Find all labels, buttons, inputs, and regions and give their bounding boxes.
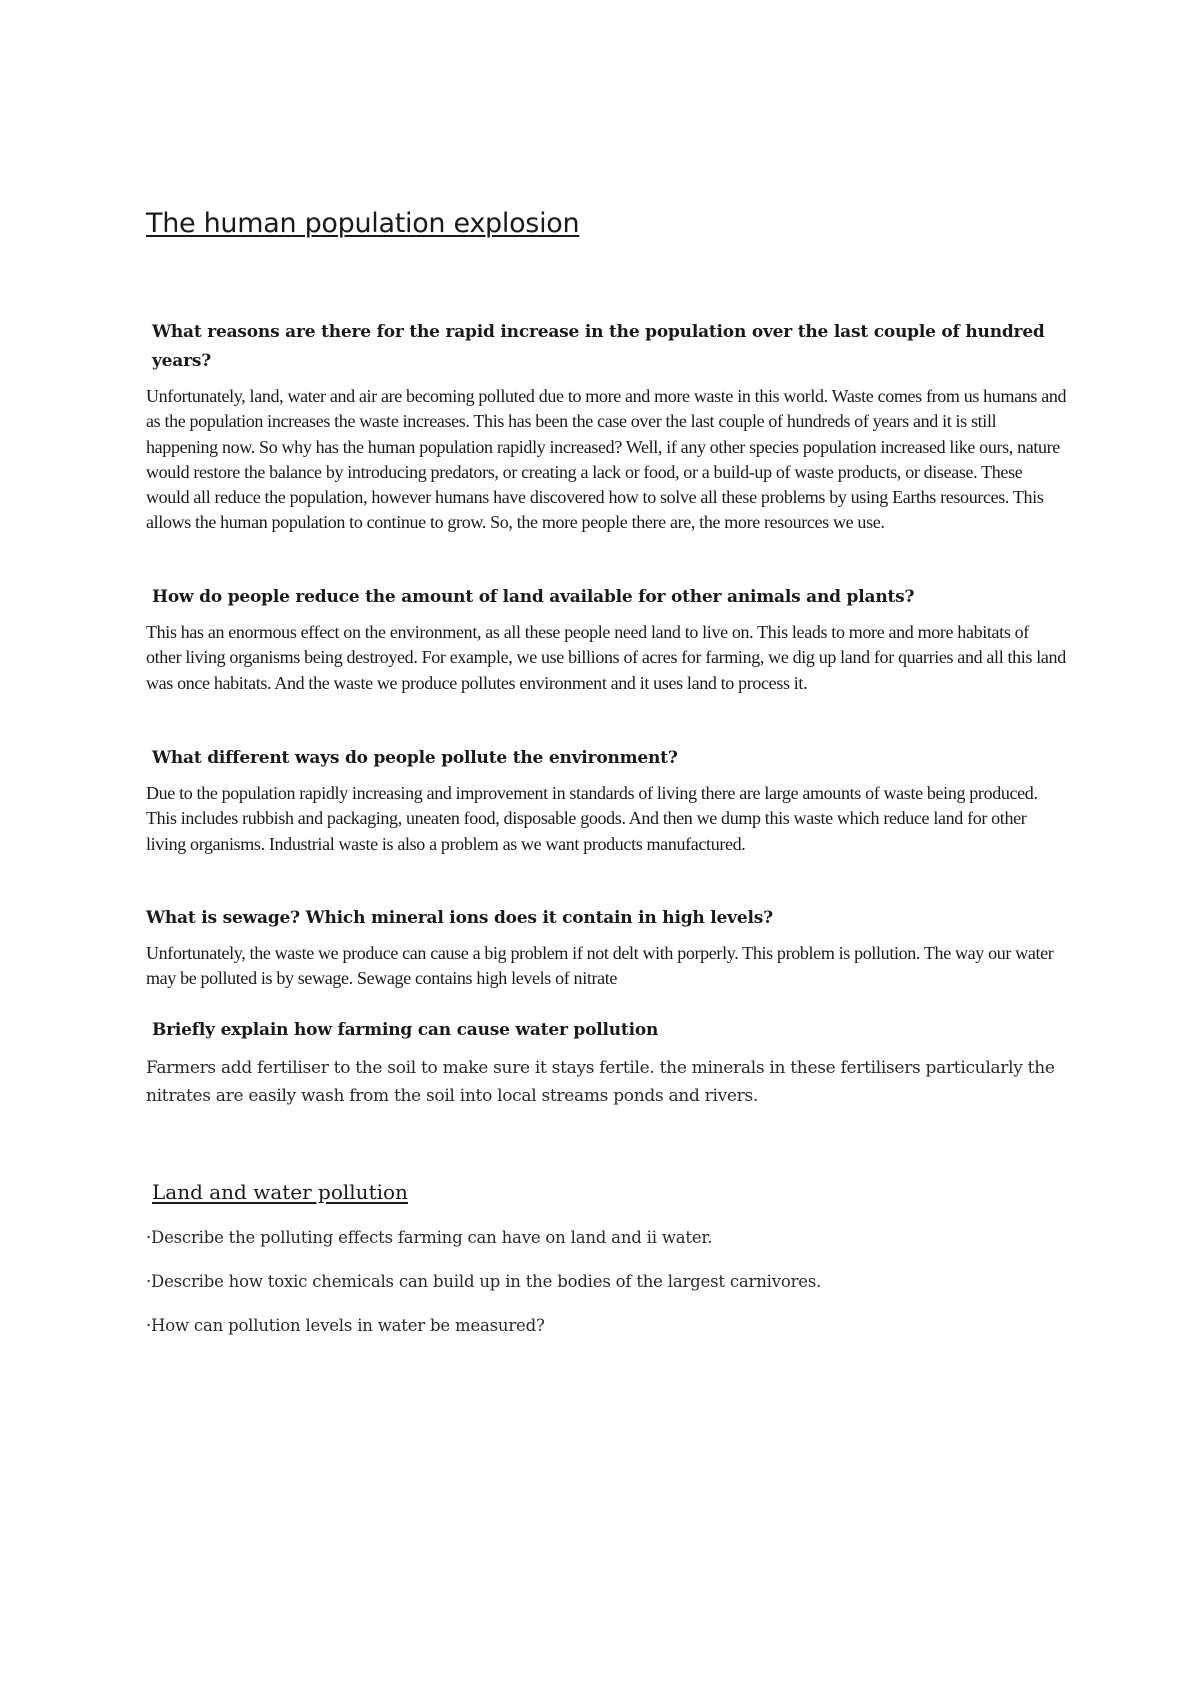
answer-2: This has an enormous effect on the environment, as all these people need land to live on. This leads to more and more habitats of other living organisms being destroyed. For example, we use billions of acres for farming, we dig up land for quarries and all this land was once habitats. And the waste we produce pollutes environment and it uses land to process it. — [146, 622, 1066, 693]
question-1: What reasons are there for the rapid increase in the population over the last couple of hundred years? — [152, 322, 1045, 371]
bullet-item-1: ·Describe the polluting effects farming can have on land and ii water. — [146, 1228, 713, 1247]
section-2 — [146, 583, 1068, 696]
section-1 — [146, 318, 1068, 536]
answer-5: Farmers add fertiliser to the soil to make sure it stays fertile. the minerals in these fertilisers particularly the nitrates are easily wash from the soil into local streams ponds and rivers. — [146, 1058, 1055, 1106]
section-5 — [146, 1016, 1068, 1110]
bullet-item-3: ·How can pollution levels in water be measured? — [146, 1316, 545, 1335]
document-title: The human population explosion — [146, 208, 580, 239]
question-3: What different ways do people pollute the environment? — [152, 748, 678, 768]
bullet-item-2: ·Describe how toxic chemicals can build up in the bodies of the largest carnivores. — [146, 1272, 822, 1291]
section-subheading: Land and water pollution — [152, 1180, 408, 1204]
question-5: Briefly explain how farming can cause water pollution — [152, 1020, 659, 1040]
answer-1: Unfortunately, land, water and air are becoming polluted due to more and more waste in this world. Waste comes from us humans and as the population increases the waste increases. This has been the case over the last couple of hundreds of years and it is still happening now. So why has the human population rapidly increased? Well, if any other species population increased like ours, nature would restore the balance by introducing predators, or creating a lack or food, or a build-up of waste products, or disease. These would all reduce the population, however humans have discovered how to solve all these problems by using Earths resources. This allows the human population to continue to grow. So, the more people there are, the more resources we use. — [146, 386, 1067, 533]
section-3 — [146, 744, 1068, 857]
question-2: How do people reduce the amount of land available for other animals and plants? — [152, 587, 915, 607]
section-4 — [146, 904, 1068, 992]
answer-3: Due to the population rapidly increasing and improvement in standards of living there are large amounts of waste being produced. This includes rubbish and packaging, uneaten food, disposable goods. And then we dump this waste which reduce land for other living organisms. Industrial waste is also a problem as we want products manufactured. — [146, 783, 1038, 854]
question-4: What is sewage? Which mineral ions does it contain in high levels? — [146, 908, 773, 928]
answer-4: Unfortunately, the waste we produce can cause a big problem if not delt with porperly. This problem is pollution. The way our water may be polluted is by sewage. Sewage contains high levels of nitrate — [146, 943, 1054, 989]
